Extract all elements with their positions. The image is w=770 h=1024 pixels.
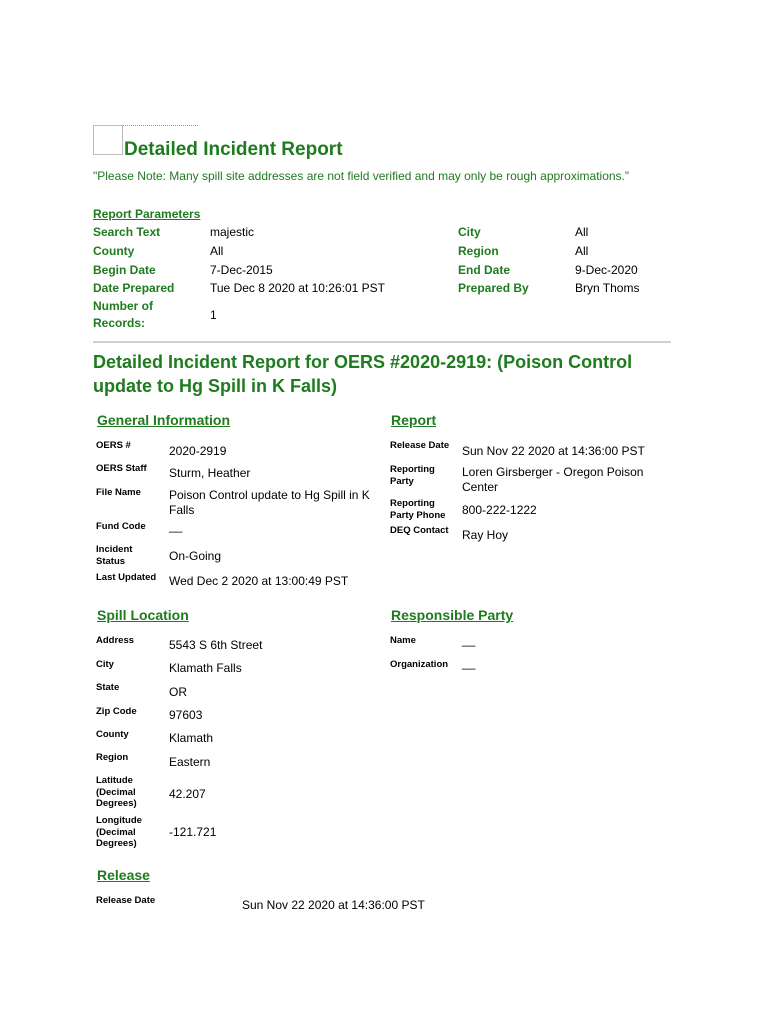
county-label: County <box>93 244 135 258</box>
longitude-label-2: (Decimal <box>96 826 136 838</box>
state-label: State <box>96 682 120 693</box>
longitude-label-3: Degrees) <box>96 838 137 849</box>
zip-code-value: 97603 <box>169 708 203 722</box>
file-name-line-1: Poison Control update to Hg Spill in K <box>169 488 370 502</box>
fund-code-label: Fund Code <box>96 521 146 532</box>
spill-region-label: Region <box>96 752 129 763</box>
incident-status-label-2: Status <box>96 555 126 567</box>
zip-code-label: Zip Code <box>96 706 137 717</box>
longitude-label-1: Longitude <box>96 815 142 826</box>
incident-status-label-1: Incident <box>96 544 133 555</box>
address-label: Address <box>96 635 135 646</box>
organization-value: __ <box>462 656 476 670</box>
latitude-label-3: Degrees) <box>96 798 137 809</box>
region-label: Region <box>458 244 499 258</box>
detail-title-line-2: update to Hg Spill in K Falls) <box>93 376 338 396</box>
release-section-date-value: Sun Nov 22 2020 at 14:36:00 PST <box>242 898 425 912</box>
responsible-party-heading: Responsible Party <box>391 607 514 623</box>
prepared-by-value: Bryn Thoms <box>575 281 640 295</box>
release-date-value: Sun Nov 22 2020 at 14:36:00 PST <box>462 444 645 458</box>
spill-county-label: County <box>96 729 129 740</box>
end-date-label: End Date <box>458 263 511 277</box>
reporting-party-phone-label-1: Reporting <box>390 498 435 509</box>
page-title: Detailed Incident Report <box>124 139 343 160</box>
address-value: 5543 S 6th Street <box>169 638 263 652</box>
reporting-party-phone-value: 800-222-1222 <box>462 503 537 517</box>
last-updated-value: Wed Dec 2 2020 at 13:00:49 PST <box>169 574 349 588</box>
search-text-value: majestic <box>210 225 255 239</box>
logo-image <box>93 125 123 155</box>
end-date-value: 9-Dec-2020 <box>575 263 638 277</box>
longitude-label <box>96 815 142 850</box>
county-value: All <box>210 244 224 258</box>
organization-label: Organization <box>390 659 449 670</box>
date-prepared-label: Date Prepared <box>93 281 175 295</box>
deq-contact-value: Ray Hoy <box>462 528 509 542</box>
report-parameters-heading: Report Parameters <box>93 207 201 221</box>
reporting-party-label <box>390 464 435 487</box>
begin-date-value: 7-Dec-2015 <box>210 263 273 277</box>
general-information-heading: General Information <box>97 412 231 428</box>
num-records-value: 1 <box>210 308 217 322</box>
reporting-party-phone-label <box>390 498 445 521</box>
release-heading: Release <box>97 867 150 883</box>
fund-code-value: __ <box>169 519 183 533</box>
num-records-label-1: Number of <box>93 299 153 313</box>
prepared-by-label: Prepared By <box>458 281 529 295</box>
city-value: All <box>575 225 589 239</box>
incident-status-value: On-Going <box>169 549 222 563</box>
release-date-label: Release Date <box>390 440 450 451</box>
file-name-line-2: Falls <box>169 503 195 517</box>
reporting-party-line-2: Center <box>462 480 499 494</box>
reporting-party-phone-label-2: Party Phone <box>390 509 446 521</box>
release-section-date-label: Release Date <box>96 895 156 906</box>
oers-staff-label: OERS Staff <box>96 463 147 474</box>
search-text-label: Search Text <box>93 225 161 239</box>
begin-date-label: Begin Date <box>93 263 156 277</box>
longitude-value: -121.721 <box>169 825 217 839</box>
state-value: OR <box>169 685 187 699</box>
disclaimer-note: "Please Note: Many spill site addresses are not field verified and may only be rough approximations." <box>93 169 630 183</box>
reporting-party-label-2: Party <box>390 475 414 487</box>
reporting-party-label-1: Reporting <box>390 464 435 475</box>
incident-status-label <box>96 544 132 567</box>
spill-city-value: Klamath Falls <box>169 661 242 675</box>
responsible-name-value: __ <box>462 633 476 647</box>
spill-region-value: Eastern <box>169 755 211 769</box>
file-name-label: File Name <box>96 487 141 498</box>
date-prepared-value: Tue Dec 8 2020 at 10:26:01 PST <box>210 281 386 295</box>
report-heading: Report <box>391 412 437 428</box>
responsible-name-label: Name <box>390 635 416 646</box>
latitude-label-2: (Decimal <box>96 786 136 798</box>
spill-location-heading: Spill Location <box>97 607 189 623</box>
num-records-label-2: Records: <box>93 316 146 330</box>
deq-contact-label: DEQ Contact <box>390 525 449 536</box>
section-divider <box>93 341 671 343</box>
latitude-label <box>96 775 137 810</box>
reporting-party-line-1: Loren Girsberger - Oregon Poison <box>462 465 644 479</box>
region-value: All <box>575 244 589 258</box>
latitude-label-1: Latitude <box>96 775 133 786</box>
oers-number-label: OERS # <box>96 440 131 451</box>
city-label: City <box>458 225 481 239</box>
last-updated-label: Last Updated <box>96 572 157 583</box>
spill-city-label: City <box>96 659 114 670</box>
reporting-party-value <box>462 465 643 495</box>
detail-title <box>93 350 693 398</box>
detail-title-line-1: Detailed Incident Report for OERS #2020-2919: (Poison Control <box>93 352 633 372</box>
spill-county-value: Klamath <box>169 731 214 745</box>
oers-number-value: 2020-2919 <box>169 444 227 458</box>
file-name-value <box>169 488 370 518</box>
latitude-value: 42.207 <box>169 787 206 801</box>
oers-staff-value: Sturm, Heather <box>169 466 251 480</box>
